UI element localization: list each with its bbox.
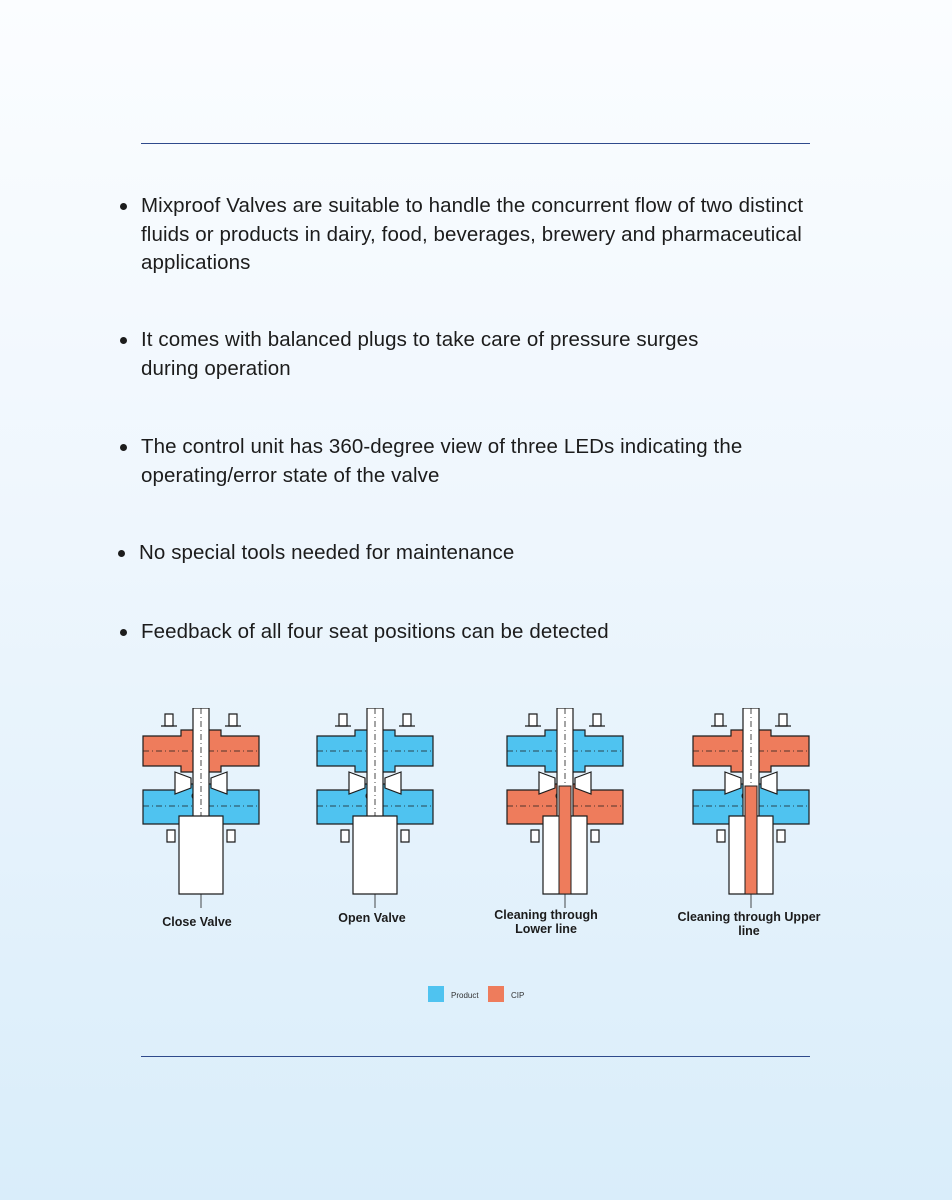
bottom-divider — [141, 1056, 810, 1057]
caption-close-valve: Close Valve — [162, 915, 232, 929]
legend-cip-label: CIP — [511, 991, 525, 1000]
feature-item — [139, 539, 819, 568]
feature-text: The control unit has 360-degree view of three LEDs indicating the operating/error state of the valve — [141, 435, 743, 487]
feature-text: Feedback of all four seat positions can be detected — [141, 620, 609, 643]
bullet-dot — [120, 203, 127, 210]
feature-text: No special tools needed for maintenance — [139, 541, 515, 564]
bullet-dot — [120, 629, 127, 636]
valve-diagram-open — [315, 708, 435, 908]
feature-item — [141, 618, 821, 647]
feature-item — [141, 192, 821, 278]
caption-cleaning-upper: Cleaning through Upper line — [677, 910, 821, 938]
legend-product-label: Product — [451, 991, 479, 1000]
caption-cleaning-lower: Cleaning through Lower line — [494, 908, 598, 936]
legend-cip-swatch — [488, 986, 504, 1002]
valve-diagram-close — [141, 708, 261, 908]
bullet-dot — [118, 550, 125, 557]
caption-open-valve: Open Valve — [338, 911, 406, 925]
top-divider — [141, 143, 810, 144]
feature-item — [141, 326, 701, 383]
feature-item — [141, 433, 821, 490]
legend-product-swatch — [428, 986, 444, 1002]
feature-text: Mixproof Valves are suitable to handle the concurrent flow of two distinct fluids or products in dairy, food, beverages, brewery and pharmaceutical applications — [141, 194, 804, 274]
valve-diagram-clean-lower — [505, 708, 625, 908]
bullet-dot — [120, 444, 127, 451]
valve-diagram-clean-upper — [691, 708, 811, 908]
feature-text: It comes with balanced plugs to take care of pressure surges during operation — [141, 328, 699, 380]
bullet-dot — [120, 337, 127, 344]
